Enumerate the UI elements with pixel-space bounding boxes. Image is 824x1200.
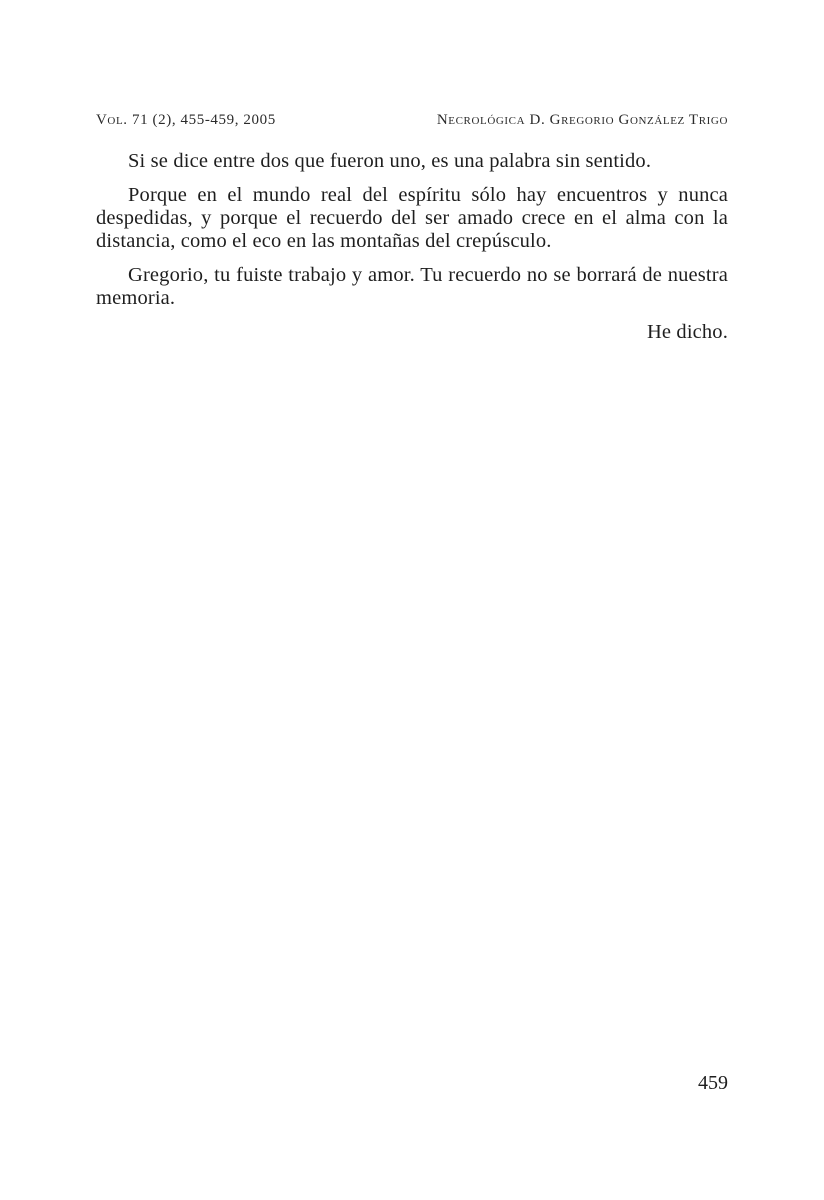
page-number: 459 <box>698 1072 728 1094</box>
paragraph-2: Porque en el mundo real del espíritu sólo hay encuentros y nunca despedidas, y porque el recuerdo del ser amado crece en el alma con la distancia, como el eco en las montañas del crepúsculo. <box>96 184 728 252</box>
closing-line: He dicho. <box>646 321 728 343</box>
body-text <box>96 150 728 355</box>
paragraph-3: Gregorio, tu fuiste trabajo y amor. Tu recuerdo no se borrará de nuestra memoria. <box>96 264 728 309</box>
article-title-header: Necrológica D. Gregorio González Trigo <box>436 112 728 128</box>
journal-volume-reference: Vol. 71 (2), 455-459, 2005 <box>96 112 276 128</box>
running-header <box>96 110 728 130</box>
paragraph-1: Si se dice entre dos que fueron uno, es una palabra sin sentido. <box>128 150 652 172</box>
